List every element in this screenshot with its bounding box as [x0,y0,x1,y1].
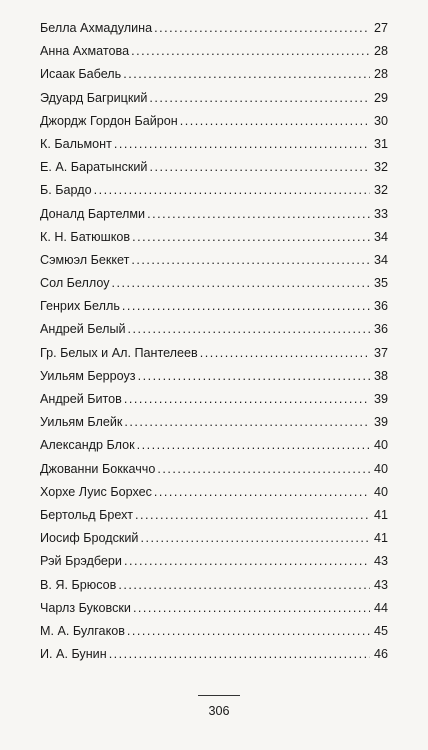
toc-entry [40,179,388,202]
entry-page-number: 43 [373,577,388,592]
entry-author: Хорхе Луис Борхес [40,484,152,499]
toc-entry [40,434,388,457]
dot-leader [200,342,370,365]
entry-author: Е. А. Баратынский [40,160,148,175]
dot-leader [127,620,370,643]
toc-entry [40,40,388,63]
toc-entry [40,620,388,643]
toc-entry [40,133,388,156]
entry-page-number: 40 [373,484,388,499]
entry-author: Бертольд Брехт [40,507,134,522]
entry-author: Исаак Бабель [40,67,122,82]
page-number: 306 [208,704,230,718]
entry-author: Сол Беллоу [40,276,110,291]
entry-page-number: 33 [373,206,388,221]
toc-entry [40,481,388,504]
dot-leader [180,110,370,133]
toc-entry [40,156,388,179]
entry-author: М. А. Булгаков [40,623,125,638]
entry-author: В. Я. Брюсов [40,577,117,592]
dot-leader [124,411,370,434]
entry-author: Чарлз Буковски [40,600,131,615]
entry-page-number: 45 [373,623,388,638]
toc-entry [40,318,388,341]
entry-page-number: 34 [373,229,388,244]
dot-leader [114,133,370,156]
toc-entry [40,597,388,620]
entry-page-number: 36 [373,299,388,314]
entry-author: Джованни Боккаччо [40,461,156,476]
dot-leader [154,17,370,40]
table-of-contents [40,17,388,666]
entry-author: Джордж Гордон Байрон [40,113,178,128]
entry-author: К. Н. Батюшков [40,229,131,244]
entry-page-number: 38 [373,368,388,383]
toc-entry [40,527,388,550]
dot-leader [118,574,370,597]
dot-leader [157,458,370,481]
entry-page-number: 39 [373,392,388,406]
dot-leader [149,156,370,179]
entry-author: Рэй Брэдбери [40,554,122,569]
dot-leader [112,272,370,295]
entry-page-number: 39 [373,415,388,430]
toc-entry [40,110,388,133]
entry-page-number: 31 [373,136,388,151]
entry-author: К. Бальмонт [40,136,112,151]
entry-page-number: 27 [373,21,388,35]
toc-entry [40,388,388,411]
entry-page-number: 30 [373,113,388,128]
entry-author: Эдуард Багрицкий [40,90,148,105]
entry-author: Андрей Белый [40,322,126,337]
dot-leader [94,179,370,202]
entry-author: Генрих Белль [40,299,120,314]
entry-page-number: 28 [373,67,388,82]
entry-author: Сэмюэл Беккет [40,252,130,267]
entry-page-number: 41 [373,507,388,522]
dot-leader [137,434,370,457]
entry-page-number: 41 [373,531,388,546]
toc-entry [40,226,388,249]
entry-author: Андрей Битов [40,392,122,406]
dot-leader [124,388,370,411]
toc-entry [40,574,388,597]
toc-entry [40,17,388,40]
entry-author: Уильям Блейк [40,415,123,430]
toc-entry [40,272,388,295]
toc-entry [40,550,388,573]
toc-entry [40,295,388,318]
dot-leader [147,203,370,226]
entry-author: И. А. Бунин [40,647,107,662]
entry-author: Анна Ахматова [40,44,130,59]
toc-entry [40,342,388,365]
dot-leader [133,597,370,620]
entry-page-number: 46 [373,647,388,662]
entry-page-number: 44 [373,600,388,615]
toc-entry [40,504,388,527]
toc-entry [40,411,388,434]
toc-entry [40,249,388,272]
dot-leader [131,249,370,272]
toc-entry [40,203,388,226]
entry-page-number: 37 [373,345,388,360]
toc-entry [40,87,388,110]
entry-page-number: 29 [373,90,388,105]
entry-page-number: 40 [373,438,388,453]
footer-divider [198,695,240,696]
entry-page-number: 32 [373,183,388,198]
entry-author: Александр Блок [40,438,135,453]
dot-leader [140,527,370,550]
entry-author: Гр. Белых и Ал. Пантелеев [40,345,198,360]
toc-entry [40,365,388,388]
entry-author: Б. Бардо [40,183,92,198]
entry-page-number: 40 [373,461,388,476]
dot-leader [109,643,370,666]
toc-entry [40,643,388,666]
toc-entry [40,458,388,481]
entry-page-number: 28 [373,44,388,59]
dot-leader [135,504,370,527]
entry-page-number: 43 [373,554,388,569]
entry-author: Белла Ахмадулина [40,21,153,35]
entry-page-number: 32 [373,160,388,175]
entry-author: Иосиф Бродский [40,531,139,546]
entry-author: Доналд Бартелми [40,206,146,221]
dot-leader [132,226,370,249]
dot-leader [124,550,370,573]
dot-leader [154,481,370,504]
entry-page-number: 34 [373,252,388,267]
dot-leader [138,365,370,388]
dot-leader [149,87,370,110]
entry-page-number: 35 [373,276,388,291]
dot-leader [131,40,370,63]
entry-page-number: 36 [373,322,388,337]
entry-author: Уильям Берроуз [40,368,136,383]
dot-leader [123,63,370,86]
dot-leader [122,295,370,318]
dot-leader [128,318,370,341]
toc-entry [40,63,388,86]
